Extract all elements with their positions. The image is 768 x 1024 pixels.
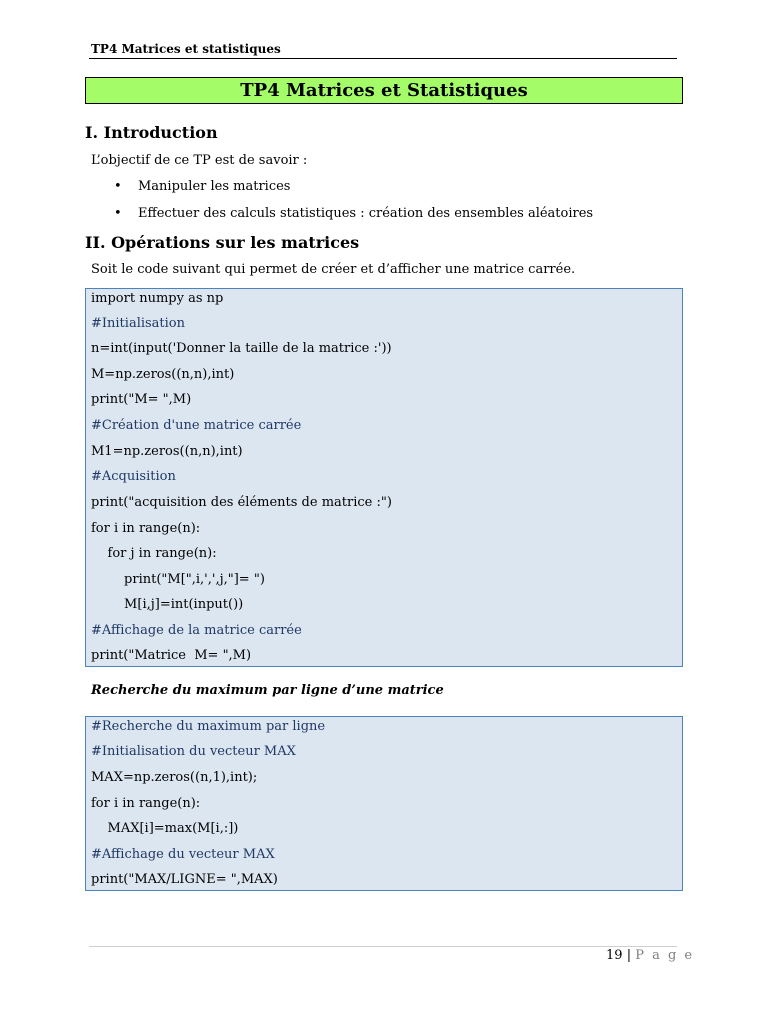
code-comment: #Affichage du vecteur MAX [91, 847, 275, 862]
code-line: M1=np.zeros((n,n),int) [91, 444, 243, 459]
page-number: 19 [606, 948, 623, 963]
code-line: print("M= ",M) [91, 392, 192, 407]
bullet-item: Manipuler les matrices [138, 179, 291, 194]
section-heading-introduction: I. Introduction [85, 123, 218, 142]
code-line: print("acquisition des éléments de matrice :") [91, 495, 392, 510]
bullet-icon: • [114, 206, 122, 221]
code-line: for i in range(n): [91, 796, 201, 811]
code-line: for j in range(n): [91, 546, 217, 561]
code-line: for i in range(n): [91, 521, 201, 536]
code-block-matrix [85, 288, 683, 667]
code-comment: #Initialisation du vecteur MAX [91, 744, 296, 759]
code-line: M=np.zeros((n,n),int) [91, 367, 235, 382]
bullet-icon: • [114, 179, 122, 194]
code-line: n=int(input('Donner la taille de la matrice :')) [91, 341, 392, 356]
footer-rule [89, 946, 677, 947]
section-heading-operations: II. Opérations sur les matrices [85, 233, 360, 252]
code-block-max [85, 716, 683, 891]
code-comment: #Création d'une matrice carrée [91, 418, 302, 433]
operations-paragraph: Soit le code suivant qui permet de créer et d’afficher une matrice carrée. [91, 262, 576, 277]
code-comment: #Recherche du maximum par ligne [91, 719, 326, 734]
page-label: P a g e [635, 948, 695, 963]
document-title: TP4 Matrices et Statistiques [85, 77, 683, 104]
code-comment: #Acquisition [91, 469, 176, 484]
code-line: print("MAX/LIGNE= ",MAX) [91, 872, 278, 887]
intro-paragraph: L’objectif de ce TP est de savoir : [91, 153, 308, 168]
code-line: print("M[",i,',',j,"]= ") [91, 572, 265, 587]
code-comment: #Initialisation [91, 316, 186, 331]
footer-separator: | [626, 948, 632, 963]
code-line: MAX[i]=max(M[i,:]) [91, 821, 239, 836]
code-line: print("Matrice M= ",M) [91, 648, 252, 663]
code-line: MAX=np.zeros((n,1),int); [91, 770, 258, 785]
header-text: TP4 Matrices et statistiques [91, 42, 281, 56]
code-line: import numpy as np [91, 291, 224, 306]
code-caption: Recherche du maximum par ligne d’une matrice [91, 683, 444, 698]
code-line: M[i,j]=int(input()) [91, 597, 244, 612]
header-rule [89, 58, 677, 59]
code-comment: #Affichage de la matrice carrée [91, 623, 302, 638]
page-footer [606, 948, 694, 963]
bullet-item: Effectuer des calculs statistiques : création des ensembles aléatoires [138, 206, 594, 221]
